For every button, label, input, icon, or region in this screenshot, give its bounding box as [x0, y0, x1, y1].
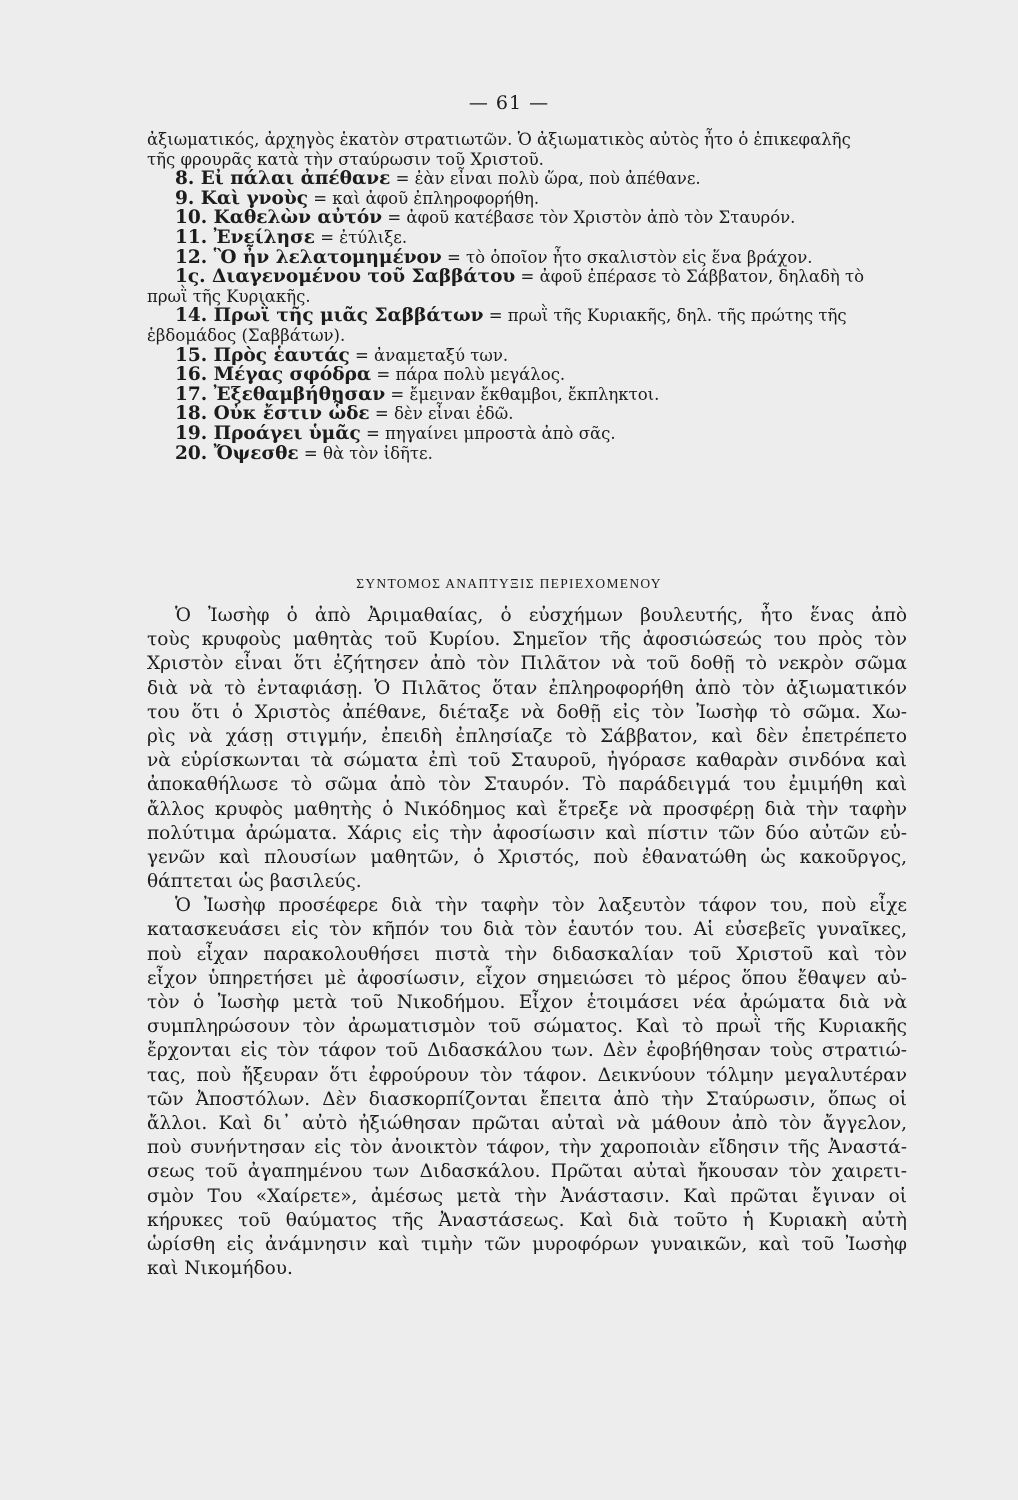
glossary-entry-number: 10.: [175, 207, 214, 229]
glossary-entry-number: 9.: [175, 187, 201, 209]
glossary-term: Ὃ ἦν λελατομημένον: [213, 246, 442, 268]
body-text-line: ἔρχονται εἰς τὸν τάφον τοῦ Διδασκάλου των. Δὲν ἐφοβήθησαν τοὺς στρατιώ-: [147, 1040, 907, 1062]
glossary-term: Καθελὼν αὐτόν: [213, 207, 383, 229]
glossary-term: Ἐξεθαμβήθησαν: [213, 383, 386, 405]
glossary-entry-number: 11.: [175, 226, 214, 248]
body-text-line: γενῶν καὶ πλουσίων μαθητῶν, ὁ Χριστός, ποὺ ἐθανατώθη ὡς κακοῦργος,: [147, 846, 907, 868]
glossary-entry-number: 15.: [175, 344, 214, 366]
glossary-intro-line: ἀξιωματικός, ἀρχηγὸς ἑκατὸν στρατιωτῶν. Ὁ ἀξιωματικὸς αὐτὸς ἦτο ὁ ἐπικεφαλῆς: [147, 130, 851, 149]
glossary-entry: [147, 346, 907, 366]
body-text-line: θάπτεται ὡς βασιλεύς.: [147, 871, 362, 893]
glossary-entry-number: 19.: [175, 422, 214, 444]
glossary-entry: [147, 365, 907, 385]
glossary-term: Οὐκ ἔστιν ὧδε: [213, 403, 370, 425]
glossary-entry: [147, 444, 907, 464]
glossary-term: Πρωῒ τῆς μιᾶς Σαββάτων: [213, 305, 484, 327]
body-text-line: σεως τοῦ ἀγαπημένου των Διδασκάλου. Πρῶται αὐταὶ ἤκουσαν τὸν χαιρετι-: [147, 1161, 907, 1183]
glossary-entry-number: 18.: [175, 403, 214, 425]
body-text-line: πολύτιμα ἀρώματα. Χάρις εἰς τὴν ἀφοσίωσιν καὶ πίστιν τῶν δύο αὐτῶν εὐ-: [147, 822, 907, 844]
glossary-entry-number: 12.: [175, 246, 214, 268]
section-heading: ΣΥΝΤΟΜΟΣ ΑΝΑΠΤΥΞΙΣ ΠΕΡΙΕΧΟΜΕΝΟΥ: [356, 576, 662, 591]
body-text-line: ποὺ εἶχαν παρακολουθήσει πιστὰ τὴν διδασκαλίαν τοῦ Χριστοῦ καὶ τὸν: [147, 943, 907, 965]
glossary-term: Ὄψεσθε: [213, 442, 299, 464]
body-text-line: κήρυκες τοῦ θαύματος τῆς Ἀναστάσεως. Καὶ διὰ τοῦτο ἡ Κυριακὴ αὐτὴ: [147, 1209, 907, 1231]
glossary-definition: = δὲν εἶναι ἐδῶ.: [369, 404, 514, 424]
body-text-line: ὡρίσθη εἰς ἀνάμνησιν καὶ τιμὴν τῶν μυροφόρων γυναικῶν, καὶ τοῦ Ἰωσὴφ: [147, 1233, 907, 1255]
page-number: — 61 —: [468, 92, 550, 114]
glossary-definition: = ἀναμεταξύ των.: [349, 345, 509, 365]
body-text-line: τας, ποὺ ἤξευραν ὅτι ἐφρούρουν τὸν τάφον. Δεικνύουν τόλμην μεγαλυτέραν: [147, 1064, 907, 1086]
glossary-entry: [147, 208, 907, 228]
body-text-line: ποὺ συνήντησαν εἰς τὸν ἀνοικτὸν τάφον, τὴν χαροποιὰν εἴδησιν τῆς Ἀναστά-: [147, 1137, 907, 1159]
glossary-term: Μέγας σφόδρα: [213, 364, 372, 386]
body-text-line: Ὁ Ἰωσὴφ ὁ ἀπὸ Ἀριμαθαίας, ὁ εὐσχήμων βουλευτής, ἦτο ἕνας ἀπὸ: [175, 605, 907, 626]
glossary-entry-number: 1ς.: [175, 266, 213, 288]
glossary-term: Πρὸς ἑαυτάς: [213, 344, 350, 366]
glossary-entry-number: 17.: [175, 383, 214, 405]
glossary-definition: = τὸ ὁποῖον ἦτο σκαλιστὸν εἰς ἕνα βράχον.: [441, 247, 813, 267]
glossary-entry: [147, 424, 907, 444]
body-text: [147, 604, 907, 1281]
glossary-definition: = ἀφοῦ ἐπέρασε τὸ Σάββατον, δηλαδὴ τὸ: [515, 267, 865, 287]
body-text-line: τοὺς κρυφοὺς μαθητὰς τοῦ Κυρίου. Σημεῖον τῆς ἀφοσιώσεώς του πρὸς τὸν: [147, 629, 907, 651]
glossary-entry-number: 16.: [175, 364, 214, 386]
glossary-definition: = ἔμειναν ἔκθαμβοι, ἔκπληκτοι.: [385, 384, 660, 404]
glossary-entry: [147, 228, 907, 248]
body-text-line: εἶχον ὑπηρετήσει μὲ ἀφοσίωσιν, εἶχον σημειώσει τὸ μέρος ὅπου ἔθαψεν αὐ-: [147, 967, 907, 989]
body-text-line: διὰ νὰ τὸ ἐνταφιάσῃ. Ὁ Πιλᾶτος ὅταν ἐπληροφορήθη ἀπὸ τὸν ἀξιωματικόν: [147, 677, 907, 699]
body-text-line: σμὸν Του «Χαίρετε», ἀμέσως μετὰ τὴν Ἀνάστασιν. Καὶ πρῶται ἔγιναν οἱ: [147, 1185, 907, 1207]
body-text-line: Ὁ Ἰωσὴφ προσέφερε διὰ τὴν ταφὴν τὸν λαξευτὸν τάφον του, ποὺ εἶχε: [175, 895, 907, 917]
glossary-entry: [147, 404, 907, 424]
glossary-term: Προάγει ὑμᾶς: [213, 422, 361, 444]
glossary: [147, 130, 907, 463]
glossary-entry-number: 20.: [175, 442, 214, 464]
body-text-line: τὸν ὁ Ἰωσὴφ μετὰ τοῦ Νικοδήμου. Εἶχον ἑτοιμάσει νέα ἀρώματα διὰ νὰ: [147, 992, 907, 1013]
body-text-line: καὶ Νικομήδου.: [147, 1258, 293, 1280]
body-text-line: ἄλλοι. Καὶ δι᾽ αὐτὸ ἠξιώθησαν πρῶται αὐταὶ νὰ μάθουν ἀπὸ τὸν ἄγγελον,: [147, 1112, 907, 1134]
glossary-term: Καὶ γνοὺς: [200, 187, 308, 209]
glossary-items: [147, 169, 907, 463]
glossary-definition: = πηγαίνει μπροστὰ ἀπὸ σᾶς.: [360, 423, 616, 443]
glossary-entry-number: 8.: [175, 168, 201, 190]
glossary-intro-line: τῆς φρουρᾶς κατὰ τὴν σταύρωσιν τοῦ Χριστοῦ.: [147, 149, 544, 169]
glossary-entry: [147, 267, 907, 287]
glossary-entry-number: 14.: [175, 305, 214, 327]
glossary-entry: [147, 248, 907, 268]
glossary-definition-continuation: πρωῒ τῆς Κυριακῆς.: [147, 286, 311, 306]
glossary-entry: [147, 189, 907, 209]
glossary-definition: = θὰ τὸν ἰδῆτε.: [298, 443, 433, 463]
glossary-entry: [147, 169, 907, 189]
body-text-line: συμπληρώσουν τὸν ἀρωματισμὸν τοῦ σώματος. Καὶ τὸ πρωῒ τῆς Κυριακῆς: [147, 1016, 907, 1038]
glossary-definition-continuation: ἑβδομάδος (Σαββάτων).: [147, 325, 346, 345]
glossary-definition: = πρωῒ τῆς Κυριακῆς, δηλ. τῆς πρώτης τῆς: [483, 306, 847, 326]
body-text-line: νὰ εὑρίσκωνται τὰ σώματα ἐπὶ τοῦ Σταυροῦ, ἠγόρασε καθαρὰν σινδόνα καὶ: [147, 750, 907, 772]
glossary-definition: = πάρα πολὺ μεγάλος.: [371, 365, 566, 385]
body-text-line: Χριστὸν εἶναι ὅτι ἐζήτησεν ἀπὸ τὸν Πιλᾶτον νὰ τοῦ δοθῇ τὸ νεκρὸν σῶμα: [147, 653, 907, 675]
glossary-definition: = ἐὰν εἶναι πολὺ ὥρα, ποὺ ἀπέθανε.: [390, 169, 701, 189]
body-text-line: ρὶς νὰ χάσῃ στιγμήν, ἐπειδὴ ἐπλησίαζε τὸ Σάββατον, καὶ δὲν ἐπετρέπετο: [147, 725, 907, 747]
body-text-line: του ὅτι ὁ Χριστὸς ἀπέθανε, διέταξε νὰ δοθῇ εἰς τὸν Ἰωσὴφ τὸ σῶμα. Χω-: [147, 701, 907, 723]
glossary-entry: [147, 306, 907, 326]
glossary-entry: [147, 385, 907, 405]
glossary-term: Ἐνείλησε: [213, 226, 315, 248]
body-text-line: κατασκευάσει εἰς τὸν κῆπόν του διὰ τὸν ἑαυτόν του. Αἱ εὐσεβεῖς γυναῖκες,: [147, 919, 907, 941]
body-text-line: ἀποκαθήλωσε τὸ σῶμα ἀπὸ τὸν Σταυρόν. Τὸ παράδειγμά του ἐμιμήθη καὶ: [147, 774, 907, 796]
glossary-definition: = ἀφοῦ κατέβασε τὸν Χριστὸν ἀπὸ τὸν Σταυρόν.: [382, 208, 796, 228]
glossary-definition: = ἐτύλιξε.: [314, 227, 408, 247]
glossary-term: Διαγενομένου τοῦ Σαββάτου: [212, 266, 516, 288]
glossary-definition: = καὶ ἀφοῦ ἐπληροφορήθη.: [307, 188, 540, 208]
body-text-line: ἄλλος κρυφὸς μαθητὴς ὁ Νικόδημος καὶ ἔτρεξε νὰ προσφέρῃ διὰ τὴν ταφὴν: [147, 798, 907, 820]
glossary-term: Εἰ πάλαι ἀπέθανε: [200, 168, 391, 190]
body-text-line: τῶν Ἀποστόλων. Δὲν διασκορπίζονται ἔπειτα ἀπὸ τὴν Σταύρωσιν, ὅπως οἱ: [147, 1088, 907, 1110]
